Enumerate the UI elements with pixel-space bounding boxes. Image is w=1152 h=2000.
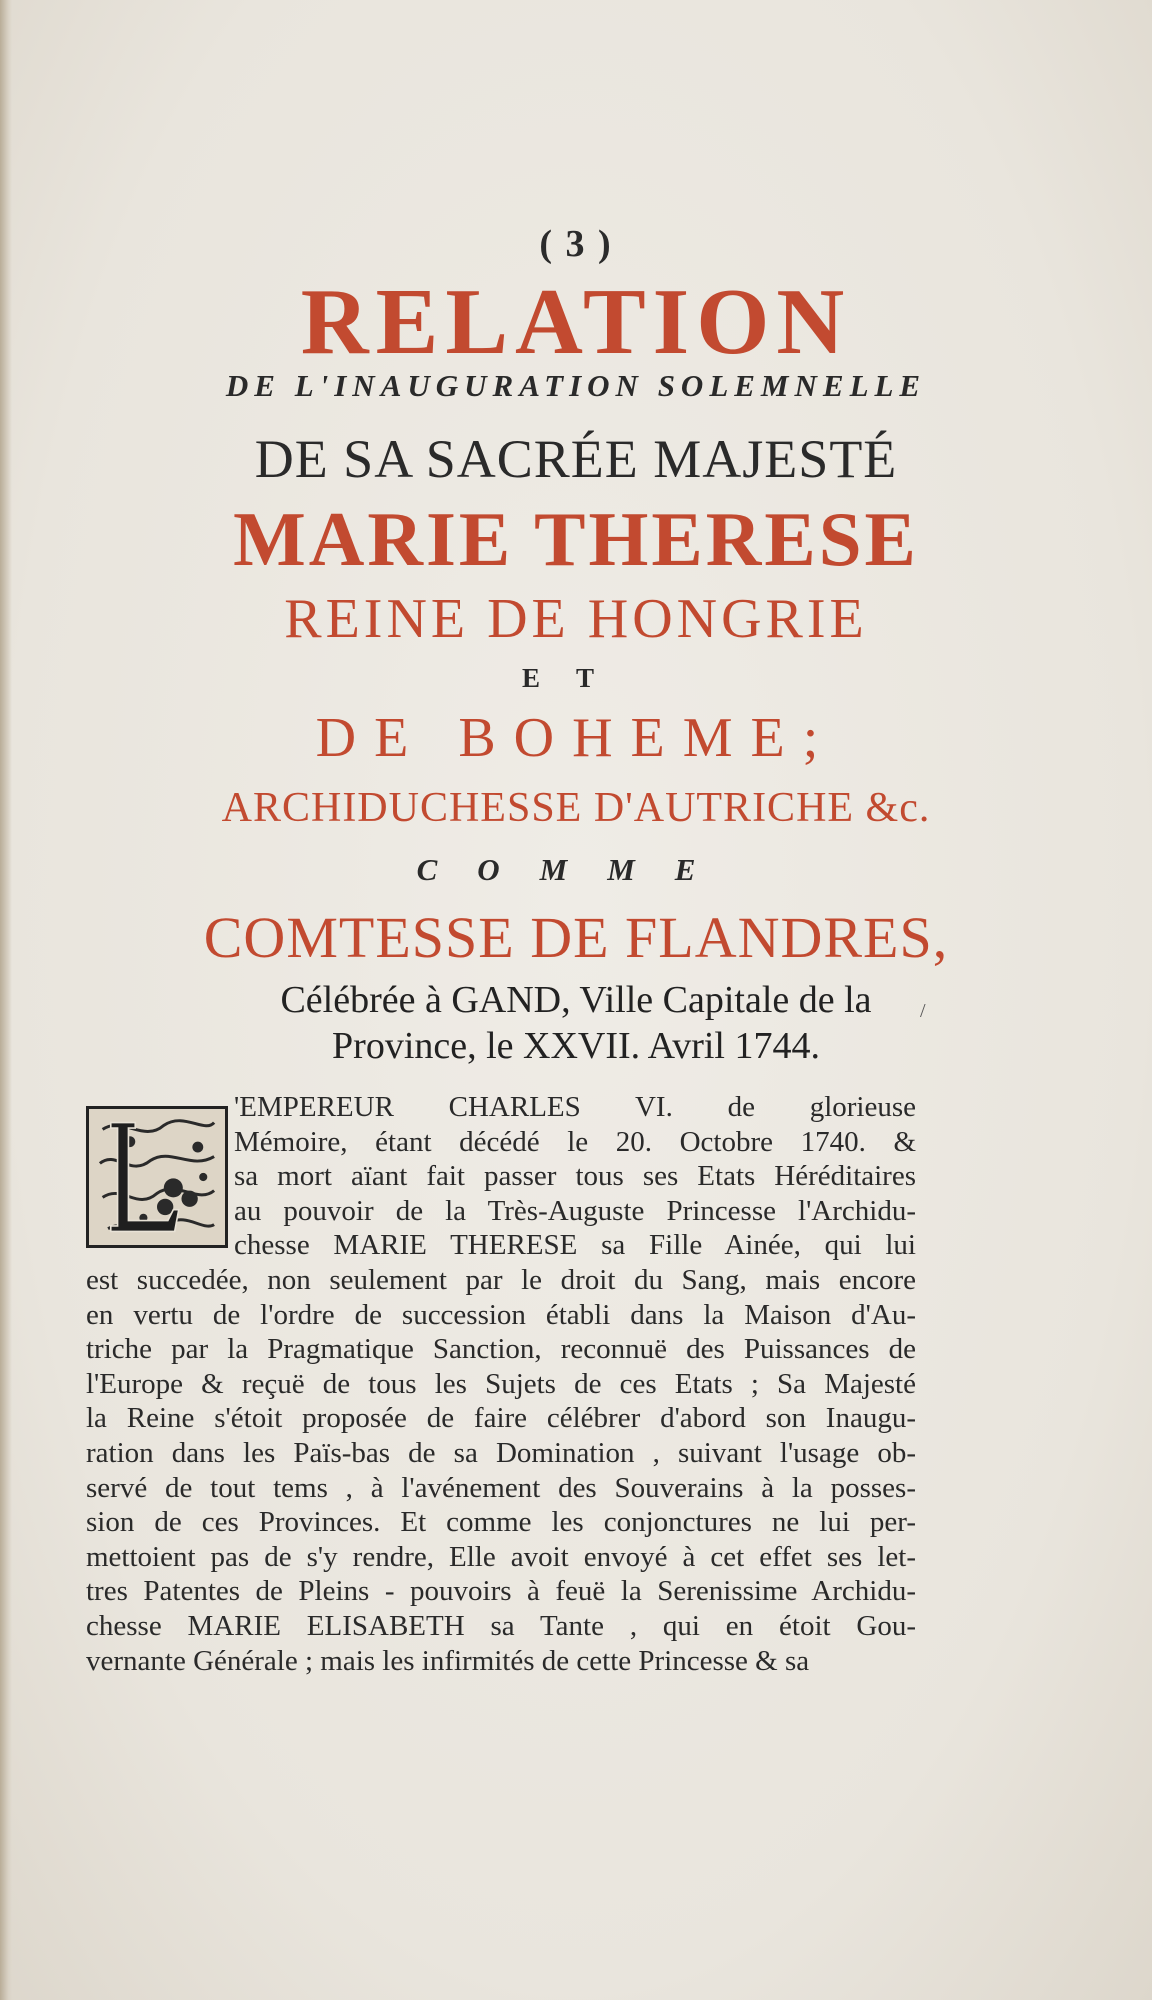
title-comme: COMME xyxy=(416,852,736,887)
body-line: 'EMPEREUR CHARLES VI. de glorieuse xyxy=(234,1091,916,1123)
body-line: sa mort aïant fait passer tous ses Etats Héréditaires xyxy=(234,1160,916,1193)
body-line: chesse MARIE THERESE sa Fille Ainée, qui lui xyxy=(234,1229,916,1262)
body-line: Mémoire, étant décédé le 20. Octobre 1740. & xyxy=(234,1125,916,1158)
body-line: ration dans les Païs-bas de sa Domination , suivant l'usage ob- xyxy=(86,1436,916,1469)
body-line: sion de ces Provinces. Et comme les conjonctures ne lui per- xyxy=(86,1506,916,1539)
body-line: est succedée, non seulement par le droit du Sang, mais encore xyxy=(86,1263,916,1296)
title-comtesse-de-flandres: COMTESSE DE FLANDRES, xyxy=(203,905,949,970)
body-line: l'Europe & reçuë de tous les Sujets de ces Etats ; Sa Majesté xyxy=(86,1367,916,1400)
title-majeste: DE SA SACRÉE MAJESTÉ xyxy=(254,429,898,489)
subtitle-celebree: Célébrée à GAND, Ville Capitale de la xyxy=(280,979,872,1021)
body-line: en vertu de l'ordre de succession établi dans la Maison d'Au- xyxy=(86,1298,916,1331)
title-relation: RELATION xyxy=(300,270,852,374)
body-line: au pouvoir de la Très-Auguste Princesse l'Archidu- xyxy=(234,1194,916,1227)
body-line: chesse MARIE ELISABETH sa Tante , qui en étoit Gou- xyxy=(86,1609,916,1642)
title-de-boheme: DE BOHEME; xyxy=(315,707,837,769)
title-inauguration: DE L'INAUGURATION SOLEMNELLE xyxy=(225,368,927,403)
body-line: servé de tout tems , à l'avénement des Souverains à la posses- xyxy=(86,1471,916,1504)
title-reine-de-hongrie: REINE DE HONGRIE xyxy=(284,588,868,650)
page-number: ( 3 ) xyxy=(539,223,613,265)
body-line: triche par la Pragmatique Sanction, reconnuë des Puissances de xyxy=(86,1333,916,1366)
body-line: vernante Générale ; mais les infirmités de cette Princesse & sa xyxy=(86,1644,810,1677)
title-archiduchesse: ARCHIDUCHESSE D'AUTRICHE &c. xyxy=(221,785,931,831)
title-et: ET xyxy=(521,663,631,693)
body-line: la Reine s'étoit proposée de faire célébrer d'abord son Inaugu- xyxy=(86,1402,916,1435)
body-paragraph xyxy=(86,1090,916,1678)
title-marie-therese: MARIE THERESE xyxy=(233,496,919,582)
body-line: mettoient pas de s'y rendre, Elle avoit envoyé à cet effet ses let- xyxy=(86,1540,916,1573)
subtitle-province: Province, le XXVII. Avril 1744. xyxy=(332,1025,820,1067)
margin-mark: / xyxy=(920,1000,926,1022)
body-line: tres Patentes de Pleins - pouvoirs à feuë la Serenissime Archidu- xyxy=(86,1575,916,1608)
